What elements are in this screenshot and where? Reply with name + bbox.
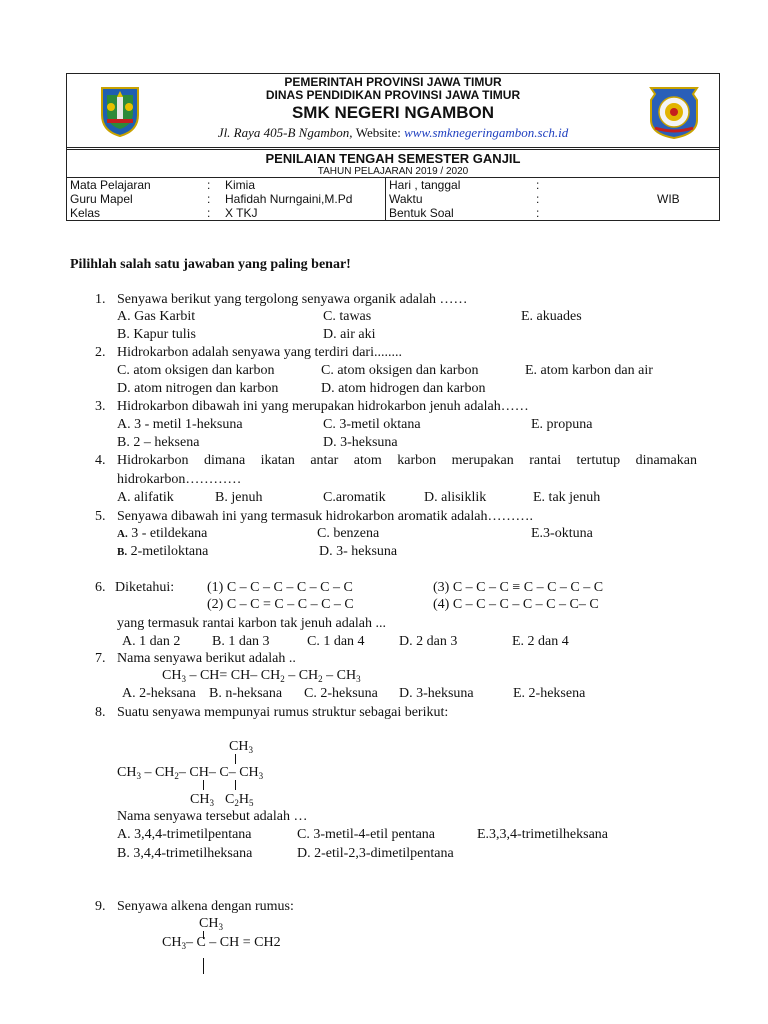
q6-structure-1: (1) C – C – C – C – C – C: [207, 580, 353, 595]
q9-sub: 3: [181, 941, 186, 951]
q7-number: 7.: [95, 651, 106, 666]
q5-option-a-text: 3 - etildekana: [127, 526, 208, 541]
q9-number: 9.: [95, 899, 106, 914]
q7-option-d[interactable]: D. 3-heksuna: [399, 686, 474, 701]
q7-text: Nama senyawa berikut adalah ..: [117, 651, 296, 666]
school-name: SMK NEGERI NGAMBON: [291, 103, 495, 122]
q2-option-a[interactable]: C. atom oksigen dan karbon: [117, 363, 275, 378]
colon: :: [207, 178, 211, 192]
q4-option-e[interactable]: E. tak jenuh: [533, 490, 601, 505]
q8-b2-tail: H: [238, 792, 249, 807]
q8-m1: CH: [117, 765, 137, 780]
q6-structure-2: (2) C – C = C – C – C – C: [207, 597, 354, 612]
q4-option-c[interactable]: C.aromatik: [323, 490, 386, 505]
q5-option-a-letter: A.: [117, 528, 128, 540]
letterhead: [66, 73, 720, 221]
q4-text: Hidrokarbon dimana ikatan antar atom karbon merupakan rantai tertutup dinamakan: [117, 453, 697, 468]
q9-bond-bottom: [203, 958, 204, 974]
subject-value: Kimia: [225, 178, 256, 192]
q9-sub: 3: [218, 922, 223, 932]
q8-bottom-group-1: [190, 792, 214, 808]
q7-f4: – CH: [322, 668, 357, 683]
q8-bottom-group-2: [225, 792, 253, 808]
q4-number: 4.: [95, 453, 106, 468]
gov-line: PEMERINTAH PROVINSI JAWA TIMUR: [284, 75, 502, 89]
q5-text: Senyawa dibawah ini yang termasuk hidrokarbon aromatik adalah……….: [117, 509, 533, 524]
academic-year: TAHUN PELAJARAN 2019 / 2020: [317, 166, 469, 177]
q6-option-e[interactable]: E. 2 dan 4: [512, 634, 569, 649]
q9-text: Senyawa alkena dengan rumus:: [117, 899, 294, 914]
instruction: Pilihlah salah satu jawaban yang paling benar!: [70, 257, 351, 272]
date-label: Hari , tanggal: [389, 178, 461, 192]
teacher-value: Hafidah Nurngaini,M.Pd: [225, 192, 353, 206]
q7-sub: 3: [356, 674, 361, 684]
q3-number: 3.: [95, 399, 106, 414]
q6-structure-3: (3) C – C – C ≡ C – C – C – C: [433, 580, 604, 595]
q5-option-c[interactable]: C. benzena: [317, 526, 380, 541]
q6-text: yang termasuk rantai karbon tak jenuh adalah ...: [117, 616, 387, 631]
letterhead-top: [67, 74, 719, 150]
q1-option-e[interactable]: E. akuades: [521, 309, 582, 324]
q6-option-d[interactable]: D. 2 dan 3: [399, 634, 458, 649]
q8-sub: 2: [174, 771, 179, 781]
q3-option-c[interactable]: C. 3-metil oktana: [323, 417, 421, 432]
q6-label: Diketahui:: [115, 580, 175, 595]
time-label: Waktu: [389, 192, 423, 206]
q9-top-group: [199, 916, 223, 932]
q7-option-b[interactable]: B. n-heksana: [209, 686, 283, 701]
q9-top-ch: CH: [199, 916, 219, 931]
colon: :: [536, 206, 540, 220]
q7-sub: 3: [181, 674, 186, 684]
q8-text-2: Nama senyawa tersebut adalah …: [117, 809, 308, 824]
q8-sub: 5: [248, 798, 254, 808]
q8-top-ch: CH: [229, 739, 249, 754]
q8-sub: 2: [234, 798, 239, 808]
q4-option-b[interactable]: B. jenuh: [215, 490, 263, 505]
q7-option-a[interactable]: A. 2-heksana: [122, 686, 196, 701]
q5-option-b[interactable]: [117, 544, 208, 560]
exam-title-block: [67, 150, 719, 178]
q8-option-e[interactable]: E.3,3,4-trimetilheksana: [477, 827, 609, 842]
question-type-label: Bentuk Soal: [389, 206, 454, 220]
q2-option-d[interactable]: D. atom hidrogen dan karbon: [321, 381, 486, 396]
q1-number: 1.: [95, 292, 106, 307]
q7-f3: – CH: [284, 668, 319, 683]
colon: :: [536, 192, 540, 206]
q7-sub: 2: [280, 674, 285, 684]
q7-option-c[interactable]: C. 2-heksuna: [304, 686, 378, 701]
q8-main-chain: [117, 765, 263, 781]
school-emblem-icon: [645, 84, 703, 140]
q5-option-b-letter: B.: [117, 546, 128, 558]
q8-text: Suatu senyawa mempunyai rumus struktur sebagai berikut:: [117, 705, 449, 720]
q5-option-a[interactable]: [117, 526, 207, 542]
q8-option-b[interactable]: B. 3,4,4-trimetilheksana: [117, 846, 253, 861]
q1-option-a[interactable]: A. Gas Karbit: [117, 309, 196, 324]
q8-sub: 3: [209, 798, 214, 808]
q8-option-d[interactable]: D. 2-etil-2,3-dimetilpentana: [297, 846, 454, 861]
q2-text: Hidrokarbon adalah senyawa yang terdiri dari........: [117, 345, 402, 360]
q3-option-d[interactable]: D. 3-heksuna: [323, 435, 398, 450]
q1-option-d[interactable]: D. air aki: [323, 327, 376, 342]
q6-option-c[interactable]: C. 1 dan 4: [307, 634, 365, 649]
q3-option-e[interactable]: E. propuna: [531, 417, 593, 432]
q8-sub: 3: [248, 745, 253, 755]
teacher-label: Guru Mapel: [70, 192, 133, 206]
q8-sub: 3: [258, 771, 264, 781]
dept-line: DINAS PENDIDIKAN PROVINSI JAWA TIMUR: [265, 88, 521, 102]
q8-bond-top: [235, 754, 236, 764]
q5-option-d[interactable]: D. 3- heksuna: [319, 544, 398, 559]
q2-option-c[interactable]: C. atom oksigen dan karbon: [321, 363, 479, 378]
website-label: Website:: [355, 125, 405, 140]
q5-option-b-text: 2-metiloktana: [127, 544, 209, 559]
website-link[interactable]: www.smknegeringambon.sch.id: [404, 125, 569, 140]
q8-option-c[interactable]: C. 3-metil-4-etil pentana: [297, 827, 436, 842]
q9-m2: – C – CH = CH2: [185, 935, 281, 950]
q5-option-e[interactable]: E.3-oktuna: [531, 526, 593, 541]
class-label: Kelas: [70, 206, 101, 220]
q7-f1: CH: [162, 668, 182, 683]
q3-text: Hidrokarbon dibawah ini yang merupakan hidrokarbon jenuh adalah……: [117, 399, 529, 414]
q3-option-b[interactable]: B. 2 – heksena: [117, 435, 200, 450]
q8-bond-bottom-2: [235, 780, 236, 790]
q4-option-d[interactable]: D. alisiklik: [424, 490, 487, 505]
q7-option-e[interactable]: E. 2-heksena: [513, 686, 586, 701]
q5-number: 5.: [95, 509, 106, 524]
colon: :: [207, 192, 211, 206]
q8-b2: C: [225, 792, 235, 807]
q8-m3: – CH– C– CH: [178, 765, 259, 780]
q1-option-c[interactable]: C. tawas: [323, 309, 372, 324]
q9-main-chain: [162, 935, 281, 951]
q4-option-a[interactable]: A. alifatik: [117, 490, 174, 505]
class-value: X TKJ: [225, 206, 258, 220]
exam-title: PENILAIAN TENGAH SEMESTER GANJIL: [265, 151, 521, 166]
address: Jl. Raya 405-B Ngambon,: [217, 125, 356, 140]
q6-number: 6.: [95, 580, 106, 595]
q6-option-b[interactable]: B. 1 dan 3: [212, 634, 270, 649]
q2-option-b[interactable]: D. atom nitrogen dan karbon: [117, 381, 279, 396]
q8-top-group: [229, 739, 253, 755]
q2-option-e[interactable]: E. atom karbon dan air: [525, 363, 653, 378]
colon: :: [207, 206, 211, 220]
q4-text-cont: hidrokarbon…………: [117, 472, 242, 487]
q8-option-a[interactable]: A. 3,4,4-trimetilpentana: [117, 827, 252, 842]
exam-info-table: [67, 178, 719, 222]
colon: :: [536, 178, 540, 192]
address-line: [67, 125, 719, 141]
q9-m1: CH: [162, 935, 182, 950]
q8-bond-bottom-1: [203, 780, 204, 790]
subject-label: Mata Pelajaran: [70, 178, 151, 192]
q6-option-a[interactable]: A. 1 dan 2: [122, 634, 181, 649]
q8-m2: – CH: [140, 765, 175, 780]
q2-number: 2.: [95, 345, 106, 360]
q7-f2: – CH= CH– CH: [185, 668, 281, 683]
q7-sub: 2: [318, 674, 323, 684]
q6-structure-4: (4) C – C – C – C – C – C– C: [433, 597, 599, 612]
time-unit: WIB: [657, 192, 680, 206]
q3-option-a[interactable]: A. 3 - metil 1-heksuna: [117, 417, 243, 432]
q8-b1: CH: [190, 792, 210, 807]
q1-option-b[interactable]: B. Kapur tulis: [117, 327, 196, 342]
q8-number: 8.: [95, 705, 106, 720]
q7-formula: [162, 668, 361, 684]
q1-text: Senyawa berikut yang tergolong senyawa organik adalah ……: [117, 292, 468, 307]
q8-sub: 3: [136, 771, 141, 781]
